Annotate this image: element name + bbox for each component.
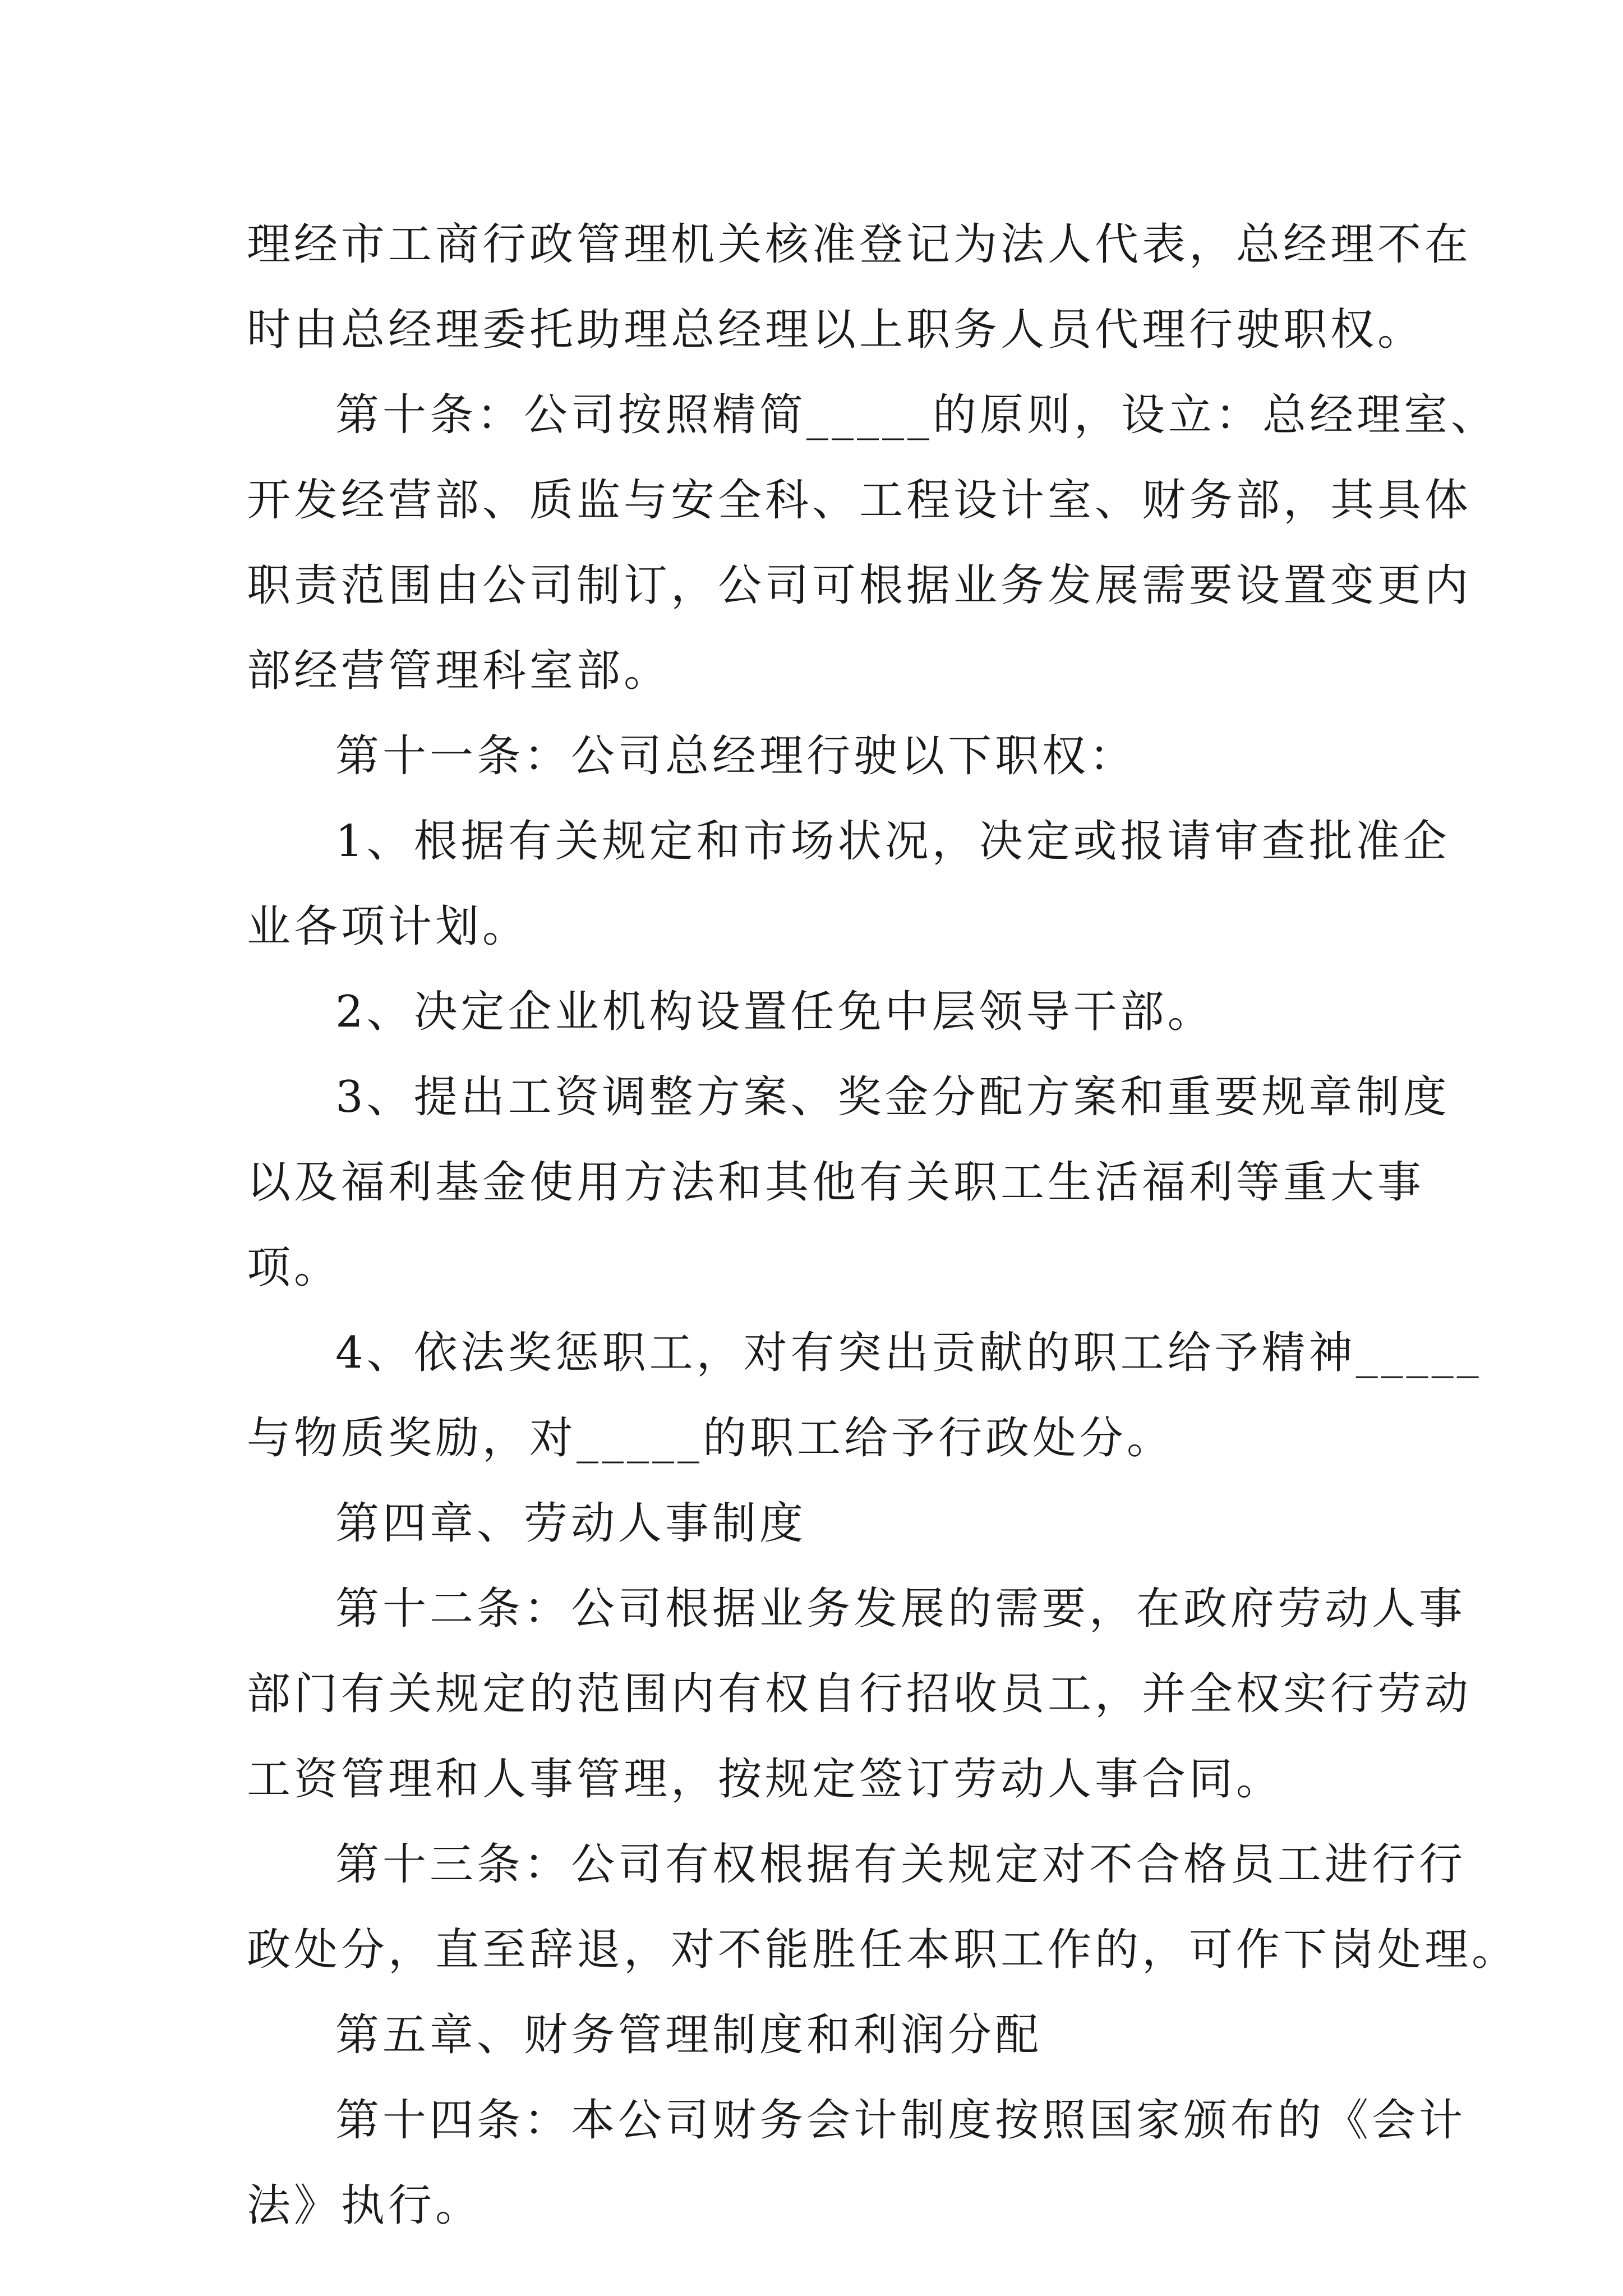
chapter-heading: 第五章、财务管理制度和利润分配 bbox=[335, 2010, 1043, 2060]
text-line: 工资管理和人事管理，按规定签订劳动人事合同。 bbox=[247, 1754, 1284, 1805]
document-body bbox=[247, 202, 1519, 2248]
text-line: 3、提出工资调整方案、奖金分配方案和重要规章制度 bbox=[335, 1072, 1450, 1122]
text-line: 第十一条：公司总经理行驶以下职权： bbox=[335, 731, 1137, 781]
text-line: 与物质奖励，对_____的职工给予行政处分。 bbox=[247, 1413, 1174, 1464]
text-line: 部门有关规定的范围内有权自行招收员工，并全权实行劳动 bbox=[247, 1669, 1472, 1719]
text-line: 职责范围由公司制订，公司可根据业务发展需要设置变更内 bbox=[247, 560, 1472, 611]
text-line: 第十二条：公司根据业务发展的需要，在政府劳动人事 bbox=[335, 1584, 1467, 1634]
text-line: 4、依法奖惩职工，对有突出贡献的职工给予精神_____ bbox=[335, 1328, 1482, 1378]
text-line: 项。 bbox=[247, 1243, 342, 1293]
text-line: 第十条：公司按照精简_____的原则，设立：总经理室、 bbox=[335, 390, 1498, 440]
text-line: 政处分，直至辞退，对不能胜任本职工作的，可作下岗处理。 bbox=[247, 1925, 1519, 1975]
text-line: 部经营管理科室部。 bbox=[247, 646, 671, 696]
text-line: 2、决定企业机构设置任免中层领导干部。 bbox=[335, 987, 1215, 1037]
text-line: 业各项计划。 bbox=[247, 901, 530, 952]
text-line: 开发经营部、质监与安全科、工程设计室、财务部，其具体 bbox=[247, 475, 1472, 526]
text-line: 时由总经理委托助理总经理以上职务人员代理行驶职权。 bbox=[247, 305, 1425, 355]
chapter-heading: 第四章、劳动人事制度 bbox=[335, 1498, 807, 1549]
text-line: 法》执行。 bbox=[247, 2180, 483, 2231]
text-line: 以及福利基金使用方法和其他有关职工生活福利等重大事 bbox=[247, 1157, 1425, 1208]
text-line: 1、根据有关规定和市场状况，决定或报请审查批准企 bbox=[335, 816, 1450, 867]
text-line: 第十三条：公司有权根据有关规定对不合格员工进行行 bbox=[335, 1839, 1467, 1890]
text-line: 第十四条：本公司财务会计制度按照国家颁布的《会计 bbox=[335, 2095, 1467, 2146]
text-line: 理经市工商行政管理机关核准登记为法人代表，总经理不在 bbox=[247, 219, 1472, 270]
